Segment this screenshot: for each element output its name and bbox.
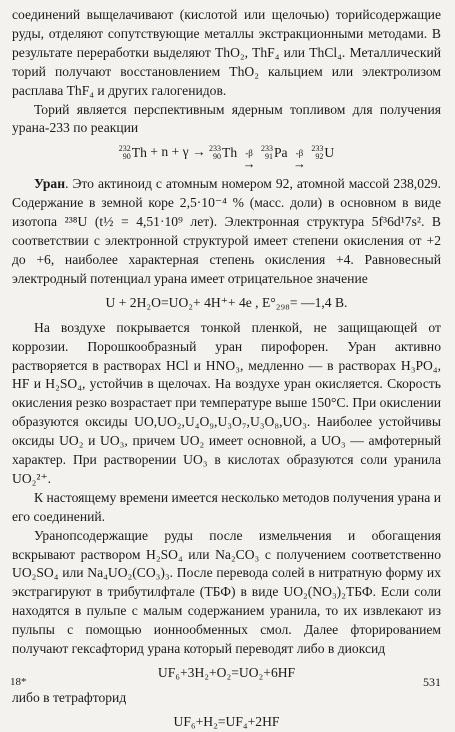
paragraph-tetrafluoride: либо в тетрафторид	[12, 689, 127, 705]
paragraph-methods: К настоящему времени имеется несколько методов получения урана и его соединений.	[12, 489, 442, 524]
paragraph-thorium-processing: соединений выщелачивают (кислотой или щелочью) торийсодержащие руды, отделяют сопутствующие металлы экстракционными методами. В результате переработки выделяют ThO₂, ThF₄ или ThCl₄. Металлический торий получают восстановлением ThO₂ кальцием или электролизом расплава ThF₄ и других галогенидов.	[12, 7, 441, 98]
equation-electrode-potential: U + 2H₂O=UO₂+ 4H⁺+ 4e , E°₂₉₈= —1,4 В.	[105, 294, 348, 310]
signature-mark: 18*	[10, 676, 27, 689]
equation-uf4: UF₆+H₂=UF₄+2HF	[173, 713, 280, 729]
beta-decay-arrow: -β →	[292, 148, 306, 172]
page-footer	[10, 673, 441, 692]
nuclide-u233: 233 92 U	[311, 144, 335, 162]
beta-decay-arrow: -β →	[242, 148, 256, 172]
equation-uo2: UF₆+3H₂+O₂=UO₂+6HF	[157, 665, 296, 680]
term-uranium: Уран	[34, 176, 66, 192]
arrow: →	[192, 144, 206, 160]
uranium-description: . Это актиноид с атомным номером 92, атомной массой 238,029. Содержание в земной коре 2,5·10⁻⁴ % (масс. доли) в основном в виде изотопа ²³⁸U (t½ = 4,51·10⁹ лет). Электронная структура 5f³6d¹7s². В соответствии с электронной структурой имеет степени окисления от +2 до +6, наиболее характерная степень окисления +4. Равновесный электродный потенциал урана имеет отрицательное значение	[12, 176, 441, 286]
paragraph-thorium-fuel: Торий является перспективным ядерным топливом для получения урана-233 по реакции	[12, 101, 441, 136]
page-number: 531	[423, 675, 441, 690]
paragraph-uranium-properties: На воздухе покрывается тонкой пленкой, не защищающей от коррозии. Порошкообразный уран пирофорен. Уран активно растворяется в растворах HCl и HNO₃, медленно — в растворах H₃PO₄, HF и H₂SO₄, устойчив в щелочах. На воздухе уран окисляется. Скорость окисления резко возрастает при температуре выше 150°С. При окислении образуются оксиды UO,UO₂,U₄O₉,U₃O₇,U₃O₈,UO₃. Наиболее устойчивы оксиды UO₂ и UO₃, причем UO₂ имеет основной, а UO₃ — амфотерный характер. При растворении UO₃ в кислотах образуются соли уранила UO₂²⁺.	[12, 319, 441, 486]
nuclide-pa233: 233 91 Pa	[260, 144, 288, 162]
nuclide-th232: 232 90 Th	[118, 144, 147, 162]
reaction-plus-neutron-gamma: + n + γ	[150, 144, 189, 160]
paragraph-uranium-intro	[12, 175, 441, 288]
paragraph-ore-processing: Уранопсодержащие руды после измельчения и обогащения вскрывают раствором H₂SO₄ или Na₂CO₃ с получением соответственно UO₂SO₄ или Na₄UO₂(CO₃)₃. После перевода солей в нитратную форму их экстрагируют в трибутилфтале (ТБФ) в виде UO₂(NO₃)₂ТБФ. Если соли находятся в пульпе с малым содержанием уранила, то их извлекают из пульпы с помощью ионнообменных смол. Далее фторированием получают гексафторид урана который переводят либо в диоксид	[12, 527, 441, 657]
nuclear-reaction	[12, 143, 441, 172]
nuclide-th233: 233 90 Th	[209, 144, 238, 162]
